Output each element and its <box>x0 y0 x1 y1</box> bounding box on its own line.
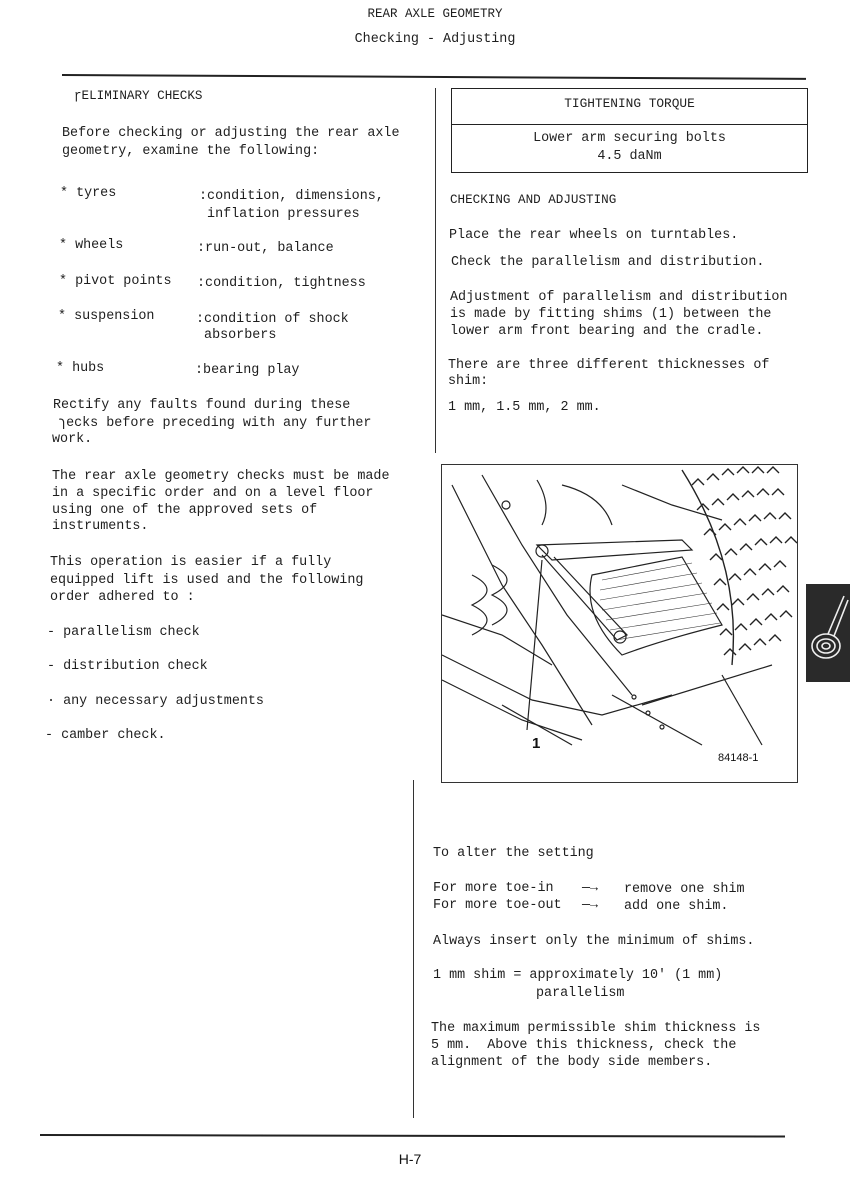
check-item-wheels: * wheels <box>59 238 124 253</box>
order-para-line-3: using one of the approved sets of <box>52 503 318 518</box>
rectify-line-1: Rectify any faults found during these <box>53 398 351 413</box>
page-title: REAR AXLE GEOMETRY <box>367 7 503 21</box>
check-item-tyres: * tyres <box>60 186 117 201</box>
page-number: H-7 <box>398 1151 422 1167</box>
intro-line-2: geometry, examine the following: <box>62 144 320 159</box>
step-adjustments: · any necessary adjustments <box>47 694 264 709</box>
tightening-torque-table <box>451 88 808 173</box>
rectify-line-3: work. <box>52 432 93 447</box>
check-detail-tyres-1: :condition, dimensions, <box>199 189 384 204</box>
toe-out-arrow-icon: —→ <box>582 898 599 913</box>
checking-adjusting-heading: CHECKING AND ADJUSTING <box>450 193 617 207</box>
step-camber: - camber check. <box>45 728 166 743</box>
preliminary-checks-heading: ɼELIMINARY CHECKS <box>74 89 203 103</box>
page-subtitle: Checking - Adjusting <box>354 32 516 47</box>
column-divider-lower <box>413 780 414 1118</box>
order-para-line-2: in a specific order and on a level floor <box>52 486 374 501</box>
suspension-drawing <box>442 465 797 782</box>
check-detail-tyres-2: inflation pressures <box>199 207 360 222</box>
section-thumb-tab <box>806 584 850 682</box>
torque-value: 4.5 daNm <box>597 149 662 164</box>
shim-equivalence-line-2: parallelism <box>536 986 625 1001</box>
check-detail-hubs: :bearing play <box>195 363 300 378</box>
para-adjustment-line-2: is made by fitting shims (1) between the <box>450 307 772 322</box>
alter-setting-heading: To alter the setting <box>433 846 594 861</box>
max-thickness-line-2: 5 mm. Above this thickness, check the <box>431 1038 737 1053</box>
check-detail-pivot-points: :condition, tightness <box>197 276 366 291</box>
intro-line-1: Before checking or adjusting the rear axle <box>62 126 400 141</box>
torque-item: Lower arm securing bolts <box>533 131 726 146</box>
shim-callout-number: 1 <box>532 735 541 752</box>
max-thickness-line-3: alignment of the body side members. <box>431 1055 713 1070</box>
lift-para-line-1: This operation is easier if a fully <box>50 555 332 570</box>
para-adjustment-line-3: lower arm front bearing and the cradle. <box>450 324 764 339</box>
order-para-line-4: instruments. <box>52 519 149 534</box>
para-check-parallelism: Check the parallelism and distribution. <box>451 255 765 270</box>
wheel-hub-icon <box>806 584 850 682</box>
check-item-hubs: * hubs <box>56 361 105 376</box>
toe-in-label: For more toe-in <box>433 881 554 896</box>
check-detail-wheels: :run-out, balance <box>197 241 334 256</box>
max-thickness-line-1: The maximum permissible shim thickness is <box>431 1021 761 1036</box>
step-distribution: - distribution check <box>47 659 208 674</box>
shim-sizes: 1 mm, 1.5 mm, 2 mm. <box>448 400 601 415</box>
figure-reference: 84148-1 <box>718 752 759 764</box>
lift-para-line-3: order adhered to : <box>50 590 195 605</box>
toe-in-arrow-icon: —→ <box>582 881 599 896</box>
step-parallelism: - parallelism check <box>47 625 200 640</box>
toe-in-action: remove one shim <box>624 882 745 897</box>
torque-table-heading: TIGHTENING TORQUE <box>452 89 807 125</box>
check-detail-suspension-1: :condition of shock <box>196 312 349 327</box>
shim-equivalence-line-1: 1 mm shim = approximately 10' (1 mm) <box>433 968 723 983</box>
minimum-shims-note: Always insert only the minimum of shims. <box>433 934 755 949</box>
toe-out-label: For more toe-out <box>433 898 562 913</box>
rear-axle-illustration <box>441 464 798 783</box>
torque-table-body <box>452 125 807 166</box>
para-thickness-line-1: There are three different thicknesses of <box>448 358 770 373</box>
column-divider-upper <box>435 88 436 453</box>
toe-out-action: add one shim. <box>624 899 729 914</box>
para-turntables: Place the rear wheels on turntables. <box>449 228 739 243</box>
check-item-pivot-points: * pivot points <box>59 274 172 289</box>
check-item-suspension: * suspension <box>58 309 155 324</box>
bottom-rule <box>40 1134 785 1138</box>
para-thickness-line-2: shim: <box>448 374 489 389</box>
lift-para-line-2: equipped lift is used and the following <box>50 573 364 588</box>
rectify-line-2: ɿecks before preceding with any further <box>50 416 372 431</box>
para-adjustment-line-1: Adjustment of parallelism and distribution <box>450 290 788 305</box>
top-rule <box>62 74 806 80</box>
order-para-line-1: The rear axle geometry checks must be made <box>52 469 390 484</box>
check-detail-suspension-2: absorbers <box>196 328 277 343</box>
